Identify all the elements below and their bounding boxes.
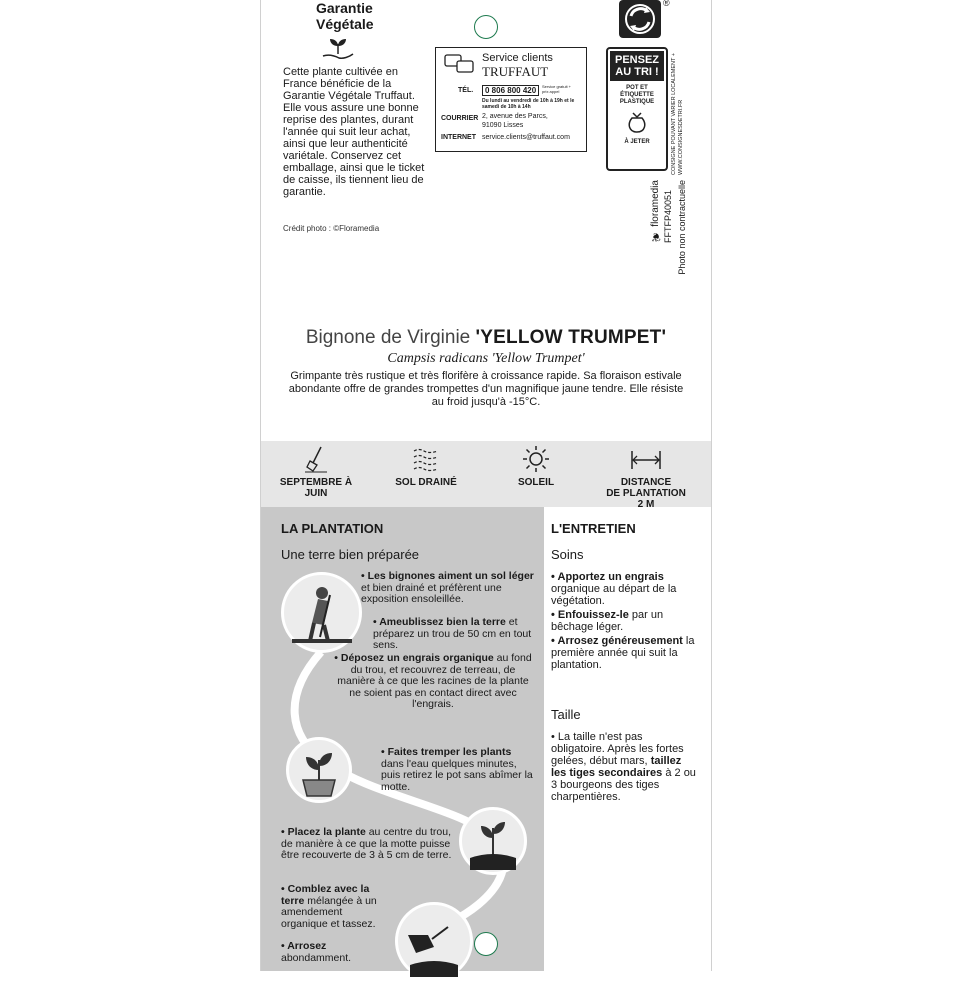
plantation-bullet-7: • Arrosez abondamment. [281,940,352,964]
plantation-bullet-5: • Placez la plante au centre du trou, de manière à ce que la motte puisse être recouverte de 3 à 5 cm de terre. [281,826,452,861]
chat-icon [444,54,476,78]
product-title: Bignone de Virginie 'YELLOW TRUMPET' [305,327,667,348]
courrier-label: COURRIER [441,115,479,122]
entretien-title: L'ENTRETIEN [551,521,636,536]
planting-period-item: SEPTEMBRE À JUIN [266,445,366,499]
step3-illustration [459,807,527,875]
product-code: FFTFP40051 [663,190,673,244]
step2-illustration [286,737,352,803]
plantation-bullet-1: • Les bignones aiment un sol léger et bien drainé et préfèrent une exposition ensoleillée. [361,570,534,605]
tel-label: TÉL. [458,87,474,94]
trash-bag-icon [608,108,666,139]
courrier-line1: 2, avenue des Parcs, [482,113,548,120]
service-title: Service clients [482,52,553,64]
registered-mark: ® [663,0,670,8]
pensez-au-tri-banner: PENSEZ AU TRI ! [610,51,664,81]
hang-hole-top [474,15,498,39]
photo-credit: Crédit photo : ©Floramedia [283,224,380,233]
plantation-bullet-6: • Comblez avec la terre mélangée à un amendement organique et tassez. [281,883,377,930]
jeter-label: À JETER [624,139,650,145]
plantation-bullet-3: • Déposez un engrais organique au fond du trou, et recouvrez de terreau, de manière à ce que les racines de la plante ne soient pas en contact direct avec l'engrais. [334,652,532,710]
service-brand: TRUFFAUT [482,64,549,79]
tel-note: Service gratuit + prix appel [542,84,572,94]
latin-name: Campsis radicans 'Yellow Trumpet' [387,351,585,366]
hang-hole-bottom [474,932,498,956]
soil-item: SOL DRAINÉ [376,445,476,488]
step1-illustration [281,572,362,653]
floramedia-logo: ❦ floramedia [649,180,663,245]
plantation-title: LA PLANTATION [281,521,384,536]
internet-label: INTERNET [441,134,476,141]
soil-icon [411,445,441,473]
service-hours: Du lundi au vendredi de 10h à 19h et le samedi de 10h à 14h [482,98,575,110]
care-icons-bar [261,441,711,510]
spacing-item: DISTANCE DE PLANTATION 2 M [596,445,696,510]
plantation-panel [261,507,544,971]
consigne-text: CONSIGNE POUVANT VARIER LOCALEMENT + WWW.CONSIGNESDETRI.FR [671,52,684,175]
step4-illustration [395,902,473,980]
distance-icon [629,445,663,473]
soins-heading: Soins [551,547,584,562]
plant-label [260,0,712,971]
soins-item-1: • Apportez un engrais organique au départ de la végétation. [551,571,677,607]
garantie-title: Garantie Végétale [316,0,374,32]
internet-link[interactable]: service.clients@truffaut.com [482,134,570,141]
service-clients-box [435,47,587,152]
recycle-logo-icon [619,0,661,38]
plantation-bullet-4: • Faites tremper les plants dans l'eau quelques minutes, puis retirez le pot sans abîmer la motte. [381,746,533,793]
tel-number[interactable]: 0 806 800 420 [482,85,539,96]
soins-item-3: • Arrosez généreusement la première année qui suit la plantation. [551,635,695,671]
plantation-subtitle: Une terre bien préparée [281,547,420,562]
pensez-au-tri-box [606,47,668,171]
product-description: Grimpante très rustique et très florifère à croissance rapide. Sa floraison estivale abondante offre de grandes trompettes d'un magnifique jaune tendre. Elle résiste au froid jusqu'à -15°C. [288,370,684,408]
taille-item-1: • La taille n'est pas obligatoire. Après les fortes gelées, début mars, taillez les tiges secondaires à 2 ou 3 bourgeons des tiges charpentières. [551,731,696,803]
hand-plant-icon [321,34,355,67]
spade-icon [303,445,329,473]
soins-item-2: • Enfouissez-le par un bêchage léger. [551,609,664,633]
courrier-line2: 91090 Lisses [482,122,524,129]
sun-item: SOLEIL [486,445,586,488]
pot-label: POT ET ÉTIQUETTE PLASTIQUE [619,85,655,105]
plantation-bullet-2: • Ameublissez bien la terre et préparez un trou de 50 cm en tout sens. [373,616,532,651]
taille-heading: Taille [551,707,581,722]
garantie-text: Cette plante cultivée en France bénéficie de la Garantie Végétale Truffaut. Elle vous assure une bonne reprise des plantes, durant l'année qui suit leur achat, ainsi que leur authenticité variétale. Conservez cet emballage, ainsi que le ticket de caisse, ils tiennent lieu de garantie. [283,66,425,198]
photo-disclaimer: Photo non contractuelle [677,180,687,275]
sun-icon [522,445,550,473]
